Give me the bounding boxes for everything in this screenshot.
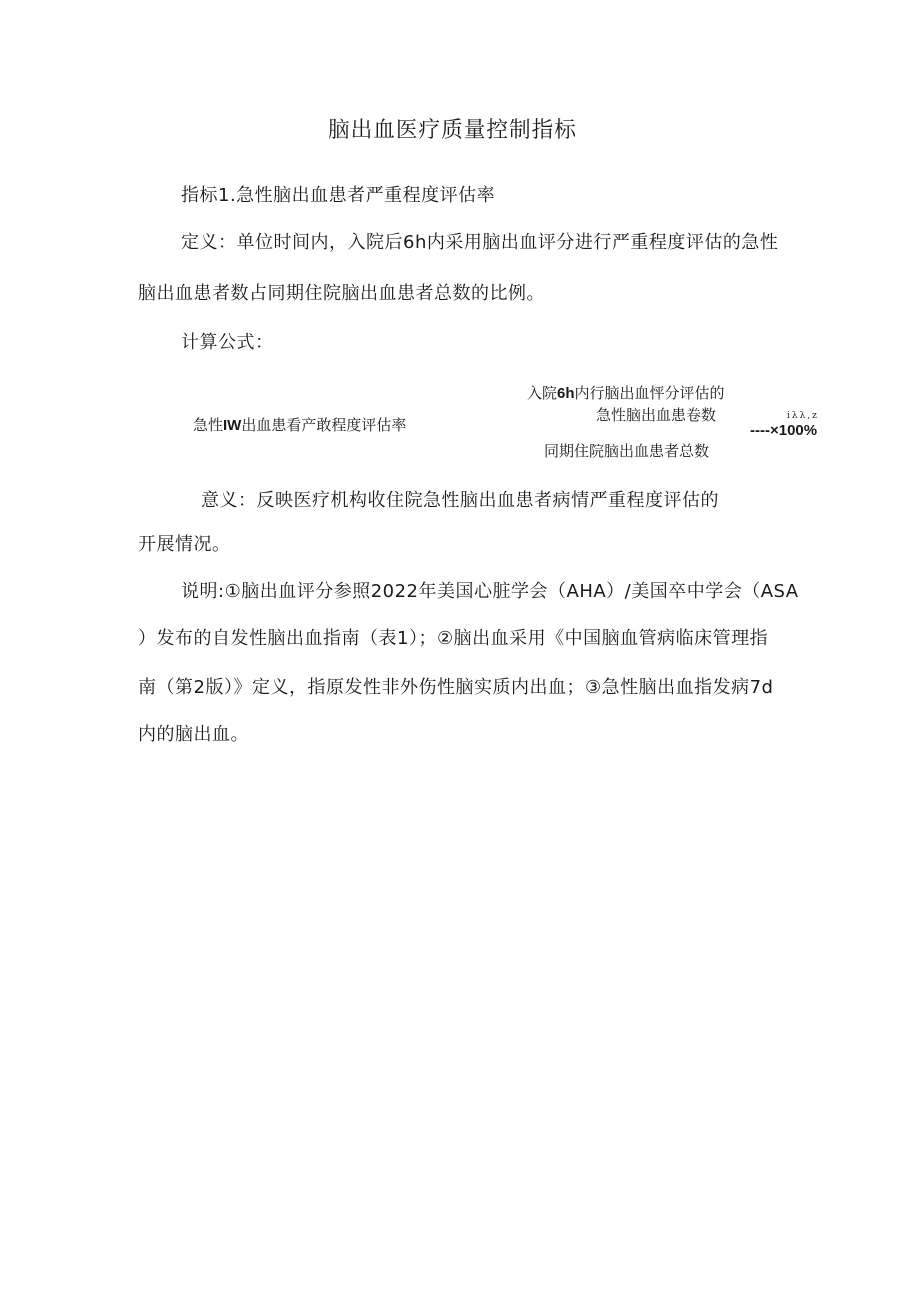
formula-numerator-line-1 <box>527 382 725 405</box>
indicator-heading: 指标1.急性脑出血患者严重程度评估率 <box>181 185 496 206</box>
definition-line-2: 脑出血患者数占同期住院脑出血患者总数的比例。 <box>138 283 545 304</box>
notes-line-2: ）发布的自发性脑出血指南（表1）；②脑出血采用《中国脑血管病临床管理指 <box>138 628 769 649</box>
formula-superscript: iλλ,z <box>787 411 819 421</box>
notes-line-3: 南（第2版）》定义，指原发性非外伤性脑实质内出血；③急性脑出血指发病7d <box>138 677 774 698</box>
formula-lhs <box>193 414 406 437</box>
formula-label: 计算公式： <box>181 332 274 353</box>
significance-line-2: 开展情况。 <box>138 534 231 555</box>
notes-line-1: 说明:①脑出血评分参照2022年美国心脏学会（AHA）/美国卒中学会（ASA <box>181 581 799 602</box>
formula-denominator: 同期住院脑出血患者总数 <box>544 442 710 460</box>
notes-line-4: 内的脑出血。 <box>138 724 249 745</box>
definition-line-1: 定义：单位时间内，入院后6h内采用脑出血评分进行严重程度评估的急性 <box>181 232 779 253</box>
numerator-suffix: 内行脑出血怦分评估的 <box>574 384 725 402</box>
significance-line-1: 意义：反映医疗机构收住院急性脑出血患者病情严重程度评估的 <box>201 490 719 511</box>
numerator-bold: 6h <box>557 385 575 402</box>
fraction-line <box>512 431 750 432</box>
formula-lhs-bold: IW <box>223 417 242 434</box>
formula-multiplier: ----×100% <box>750 422 818 439</box>
formula-lhs-suffix: 出血患看产敢程度评估率 <box>241 416 407 434</box>
document-title: 脑出血医疗质量控制指标 <box>328 118 577 143</box>
formula-numerator-line-2: 急性脑出血患卷数 <box>596 406 717 424</box>
formula-lhs-prefix: 急性 <box>193 416 224 434</box>
numerator-prefix: 入院 <box>527 384 558 402</box>
